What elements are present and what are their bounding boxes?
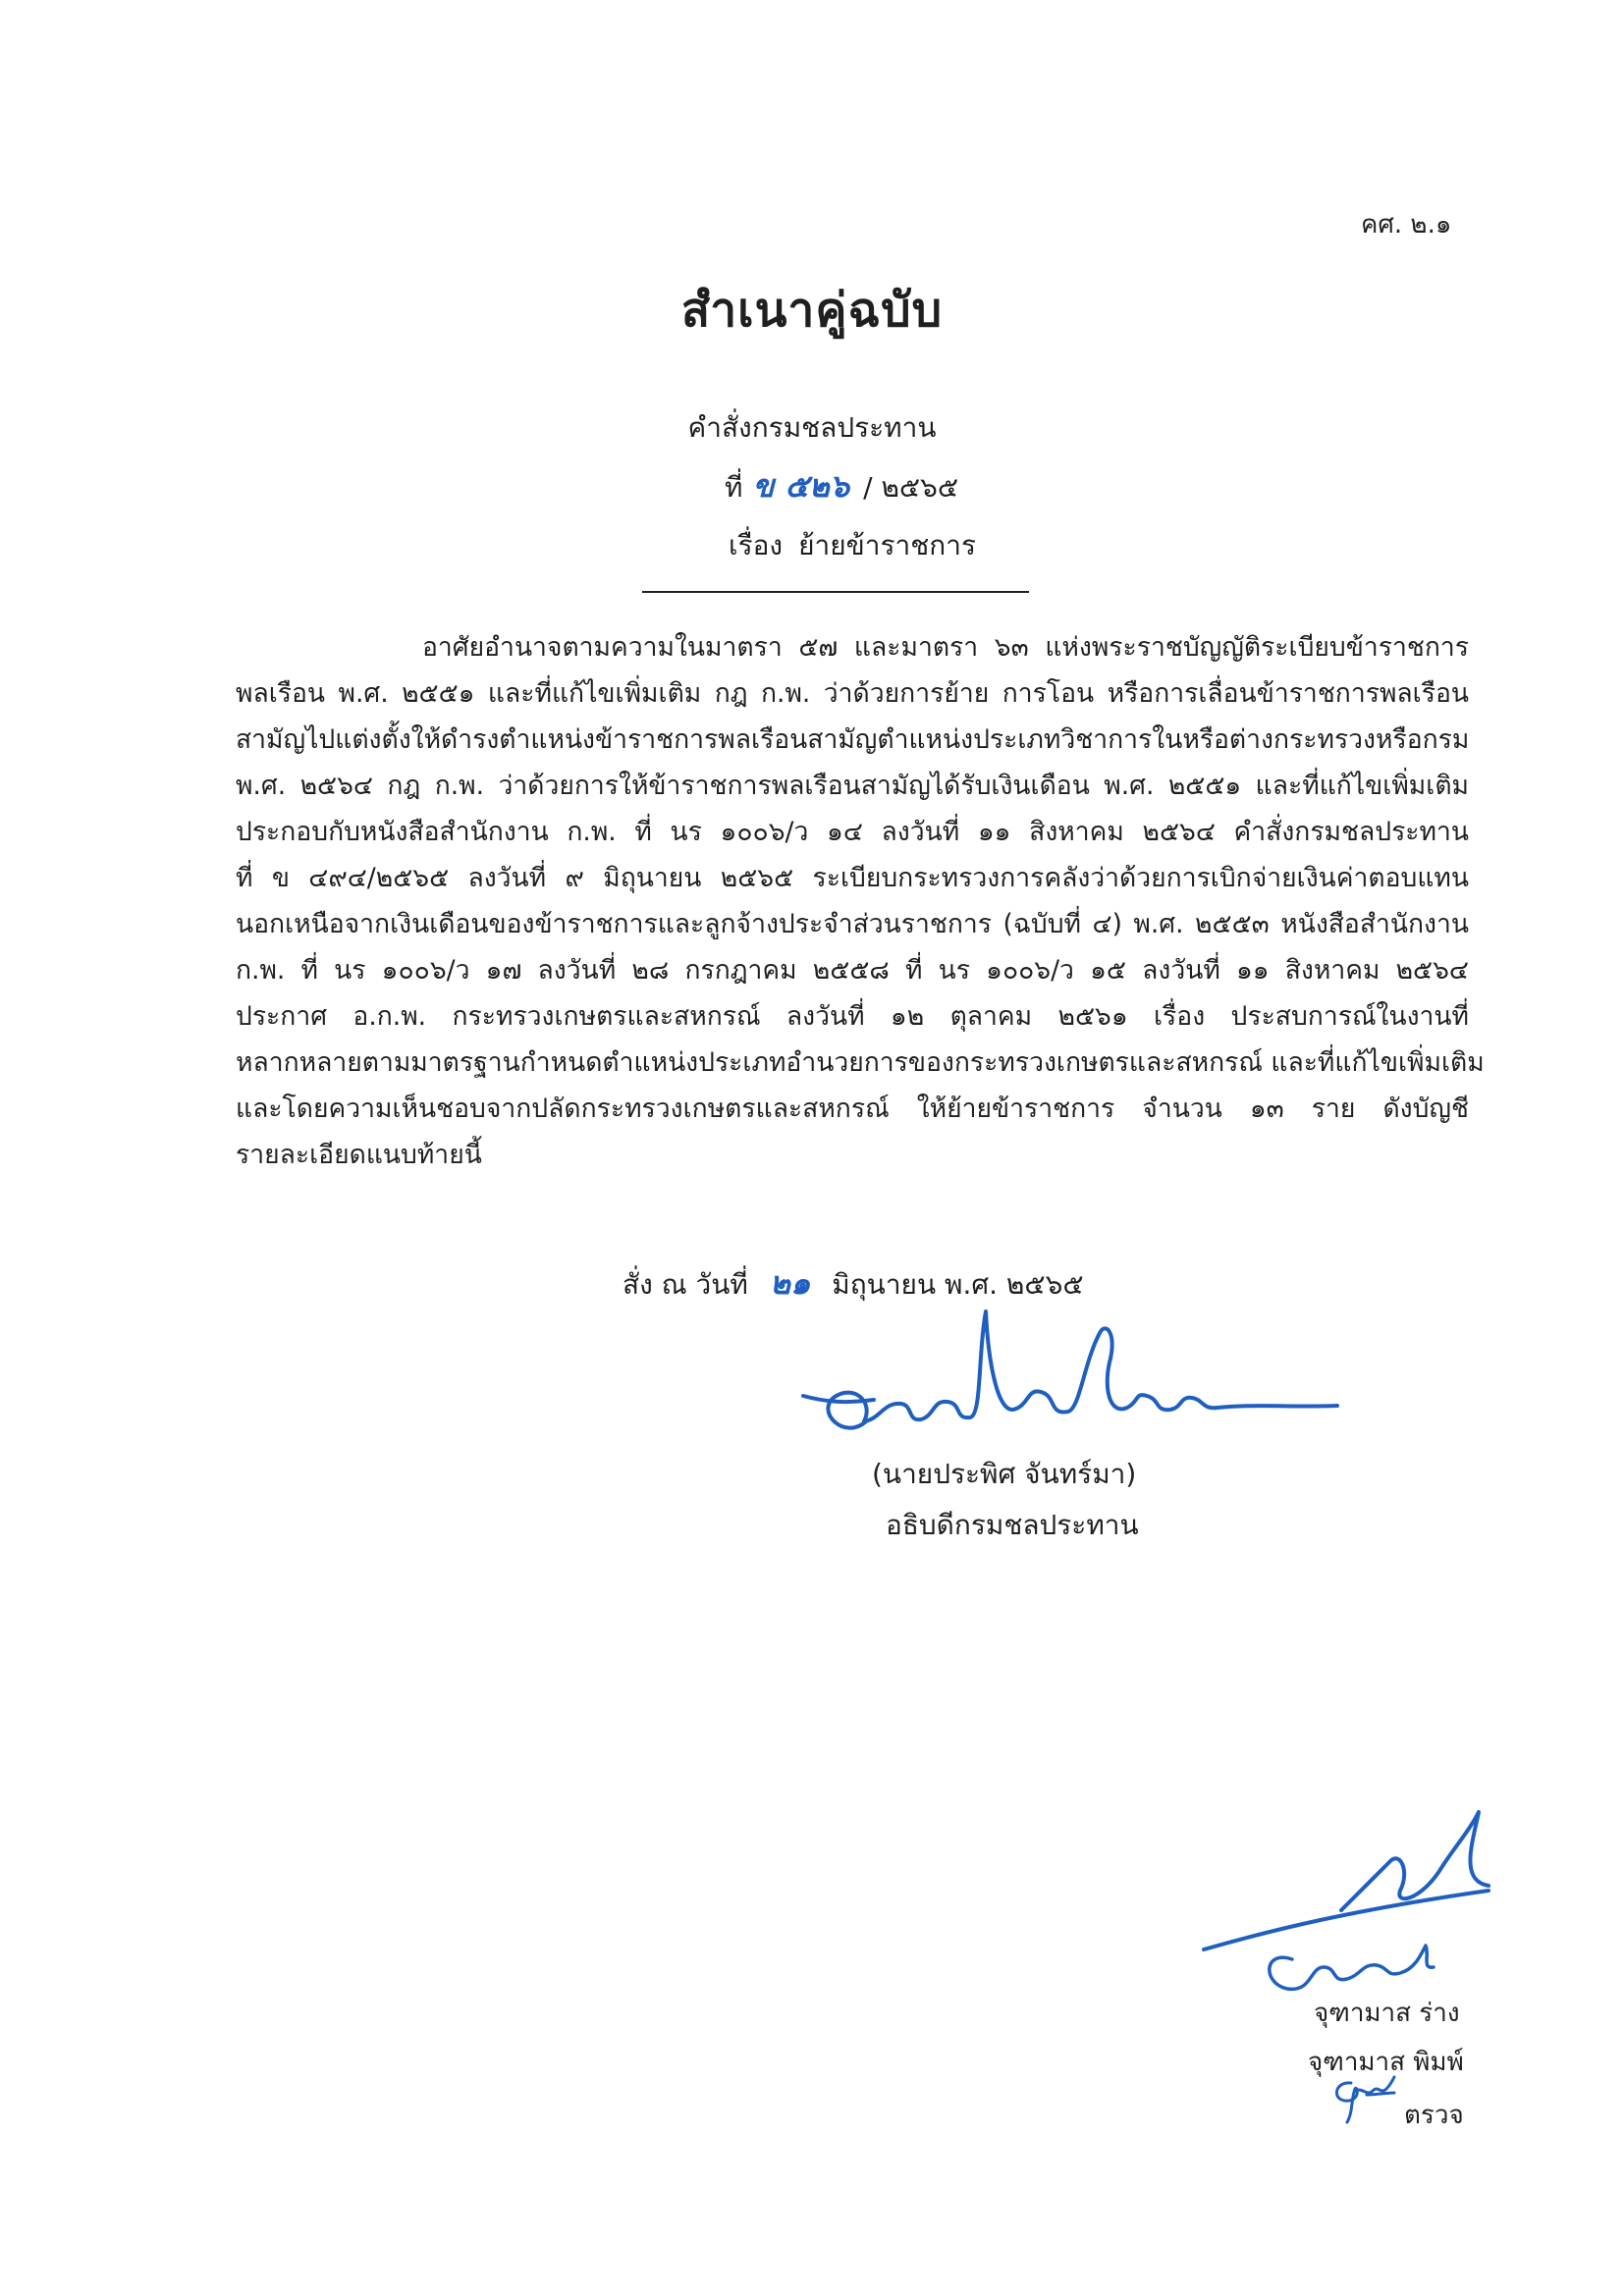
body-line: พลเรือน พ.ศ. ๒๕๕๑ และที่แก้ไขเพิ่มเติม กฎ ก.พ. ว่าด้วยการย้าย การโอน หรือการเลื่อนข้าราชการพลเรือน [236, 678, 1469, 709]
signed-date-prefix: สั่ง ณ วันที่ [623, 1268, 748, 1301]
subject-label: เรื่อง [729, 529, 784, 561]
order-heading: คำสั่งกรมชลประทาน [687, 411, 937, 444]
order-number-prefix: ที่ [725, 471, 743, 504]
order-number-suffix: / ๒๕๖๕ [863, 471, 959, 504]
body-line: ประกอบกับหนังสือสำนักงาน ก.พ. ที่ นร ๑๐๐๖/ว ๑๔ ลงวันที่ ๑๑ สิงหาคม ๒๕๖๔ คำสั่งกรมชลประทาน [236, 817, 1469, 847]
subject-text: ย้ายข้าราชการ [798, 529, 976, 561]
drafter-note: จุฑามาส ร่าง [1314, 1999, 1460, 2028]
signer-position: อธิบดีกรมชลประทาน [886, 1509, 1139, 1541]
body-line: สามัญไปแต่งตั้งให้ดำรงตำแหน่งข้าราชการพลเรือนสามัญตำแหน่งประเภทวิชาการในหรือต่างกระทรวงหรือกรม [236, 724, 1470, 755]
form-code: คศ. ๒.๑ [1361, 210, 1452, 240]
checker-note: ตรวจ [1404, 2101, 1464, 2130]
document-title: สำเนาคู่ฉบับ [680, 283, 944, 338]
order-number-handwritten: ข ๕๒๖ [752, 467, 850, 505]
body-line: และโดยความเห็นชอบจากปลัดกระทรวงเกษตรและสหกรณ์ ให้ย้ายข้าราชการ จำนวน ๑๓ ราย ดังบัญชี [236, 1094, 1469, 1124]
body-line: ที่ ข ๔๙๔/๒๕๖๕ ลงวันที่ ๙ มิถุนายน ๒๕๖๕ ระเบียบกระทรวงการคลังว่าด้วยการเบิกจ่ายเงินค่าตอบแทน [236, 863, 1469, 893]
order-body [236, 624, 1485, 1178]
initial-signature [1194, 1802, 1498, 1999]
subject-line [729, 524, 976, 567]
body-line: ก.พ. ที่ นร ๑๐๐๖/ว ๑๗ ลงวันที่ ๒๘ กรกฎาคม ๒๕๕๘ ที่ นร ๑๐๐๖/ว ๑๕ ลงวันที่ ๑๑ สิงหาคม ๒๕๖๔ [236, 955, 1469, 986]
body-line: พ.ศ. ๒๕๖๔ กฎ ก.พ. ว่าด้วยการให้ข้าราชการพลเรือนสามัญได้รับเงินเดือน พ.ศ. ๒๕๕๑ และที่แก้ไขเพิ่มเติม [236, 771, 1469, 801]
signer-name: (นายประพิศ จันทร์มา) [872, 1458, 1137, 1490]
body-line: อาศัยอำนาจตามความในมาตรา ๕๗ และมาตรา ๖๓ แห่งพระราชบัญญัติระเบียบข้าราชการ [422, 632, 1469, 663]
checker-initial [1327, 2073, 1396, 2124]
body-line: รายละเอียดแนบท้ายนี้ [236, 1140, 482, 1170]
signed-date-month-year: มิถุนายน พ.ศ. ๒๕๖๕ [832, 1268, 1084, 1301]
director-signature [785, 1294, 1345, 1451]
body-line: ประกาศ อ.ก.พ. กระทรวงเกษตรและสหกรณ์ ลงวันที่ ๑๒ ตุลาคม ๒๕๖๑ เรื่อง ประสบการณ์ในงานที่ [236, 1001, 1469, 1032]
body-line: นอกเหนือจากเงินเดือนของข้าราชการและลูกจ้างประจำส่วนราชการ (ฉบับที่ ๔) พ.ศ. ๒๕๕๓ หนังสือสำนักงาน [236, 909, 1469, 939]
typist-note: จุฑามาส พิมพ์ [1308, 2048, 1464, 2077]
header-divider [642, 591, 1029, 593]
signed-date-day: ๒๑ [769, 1264, 811, 1302]
order-number [725, 461, 958, 511]
body-line: หลากหลายตามมาตรฐานกำหนดตำแหน่งประเภทอำนวยการของกระทรวงเกษตรและสหกรณ์ และที่แก้ไขเพิ่มเติม [236, 1047, 1485, 1078]
